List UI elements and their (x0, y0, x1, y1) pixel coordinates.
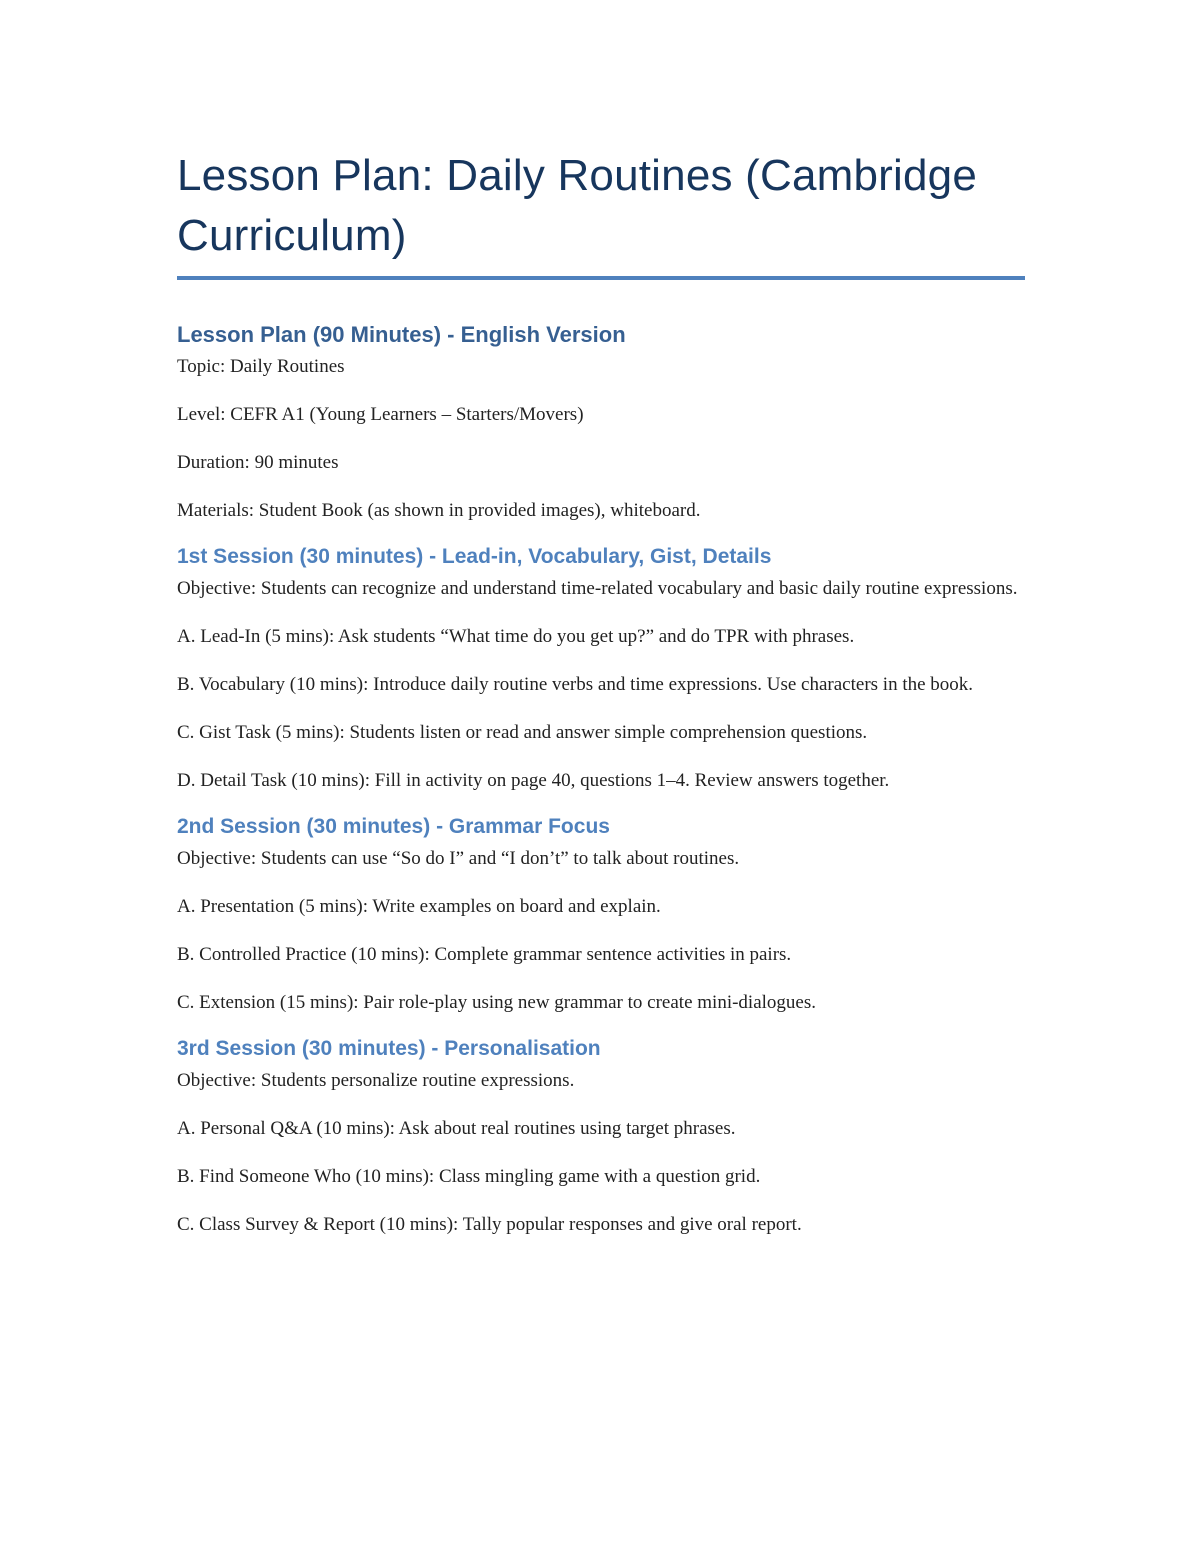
session-1-objective: Objective: Students can recognize and understand time-related vocabulary and basic daily routine expressions. (177, 578, 1018, 599)
session-2-objective: Objective: Students can use “So do I” and “I don’t” to talk about routines. (177, 848, 740, 869)
session-1-heading: 1st Session (30 minutes) - Lead-in, Vocabulary, Gist, Details (177, 545, 772, 568)
session-1-item-c: C. Gist Task (5 mins): Students listen or read and answer simple comprehension questions. (177, 722, 868, 743)
session-3-heading: 3rd Session (30 minutes) - Personalisation (177, 1037, 601, 1060)
lesson-plan-heading: Lesson Plan (90 Minutes) - English Version (177, 322, 626, 347)
document-title: Lesson Plan: Daily Routines (Cambridge Curriculum) (177, 151, 977, 260)
session-2-item-c: C. Extension (15 mins): Pair role-play using new grammar to create mini-dialogues. (177, 992, 816, 1013)
session-2-heading: 2nd Session (30 minutes) - Grammar Focus (177, 815, 610, 838)
materials-line: Materials: Student Book (as shown in provided images), whiteboard. (177, 500, 701, 521)
duration-line: Duration: 90 minutes (177, 452, 339, 473)
level-line: Level: CEFR A1 (Young Learners – Starters/Movers) (177, 404, 584, 425)
session-1-item-b: B. Vocabulary (10 mins): Introduce daily routine verbs and time expressions. Use characters in the book. (177, 674, 974, 695)
session-3-item-a: A. Personal Q&A (10 mins): Ask about real routines using target phrases. (177, 1118, 736, 1139)
session-1-item-d: D. Detail Task (10 mins): Fill in activity on page 40, questions 1–4. Review answers together. (177, 770, 890, 791)
session-3-objective: Objective: Students personalize routine expressions. (177, 1070, 575, 1091)
document-body (177, 146, 1025, 1239)
topic-line: Topic: Daily Routines (177, 356, 345, 377)
session-3-item-b: B. Find Someone Who (10 mins): Class mingling game with a question grid. (177, 1166, 761, 1187)
session-2-item-a: A. Presentation (5 mins): Write examples on board and explain. (177, 896, 661, 917)
session-3-item-c: C. Class Survey & Report (10 mins): Tally popular responses and give oral report. (177, 1214, 802, 1235)
session-1-item-a: A. Lead-In (5 mins): Ask students “What time do you get up?” and do TPR with phrases. (177, 626, 855, 647)
session-2-item-b: B. Controlled Practice (10 mins): Complete grammar sentence activities in pairs. (177, 944, 792, 965)
